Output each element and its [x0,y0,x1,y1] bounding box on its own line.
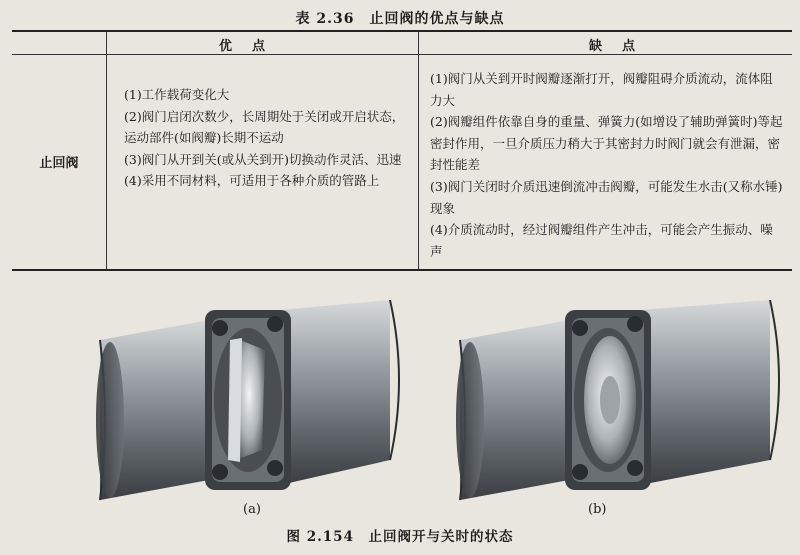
disadvantage-item: (1)阀门从关到开时阀瓣逐渐打开，阀瓣阻碍介质流动，流体阻力大 [430,71,773,108]
table-divider-left [106,32,107,269]
advantage-item: (3)阀门从开到关(或从关到开)切换动作灵活、迅速 [124,151,402,167]
advantages-list [124,84,414,192]
disadvantages-list [430,68,784,262]
check-valve-open-illustration [96,300,399,500]
valve-figure [90,300,780,522]
check-valve-closed-illustration [456,300,779,500]
table-title: 表 2.36 止回阀的优点与缺点 [295,11,505,27]
bleed-through-text [380,275,392,292]
figure-label-b: (b) [588,502,607,517]
figure-caption: 图 2.154 止回阀开与关时的状态 [286,529,514,545]
disadvantage-item: (4)介质流动时，经过阀瓣组件产生冲击，可能会产生振动、噪声 [430,222,773,259]
header-disadvantages: 缺点 [588,39,655,54]
advantage-item: (1)工作载荷变化大 [124,87,230,102]
table-divider-middle [418,32,419,269]
disadvantage-item: (2)阀瓣组件依靠自身的重量、弹簧力(如增设了辅助弹簧时)等起密封作用，一旦介质压力稍大于其密封力时阀门就会有泄漏，密封性能差 [430,114,783,173]
figure-label-a: (a) [243,502,261,517]
advantage-item: (2)阀门启闭次数少，长周期处于关闭或开启状态，运动部件(如阀瓣)长期不运动 [124,108,405,146]
header-advantages: 优点 [218,39,285,54]
disadvantage-item: (3)阀门关闭时介质迅速倒流冲击阀瓣，可能发生水击(又称水锤)现象 [430,178,783,216]
advantage-item: (4)采用不同材料，可适用于各种介质的管路上 [124,173,380,189]
comparison-table [12,30,792,271]
row-label: 止回阀 [39,156,79,171]
